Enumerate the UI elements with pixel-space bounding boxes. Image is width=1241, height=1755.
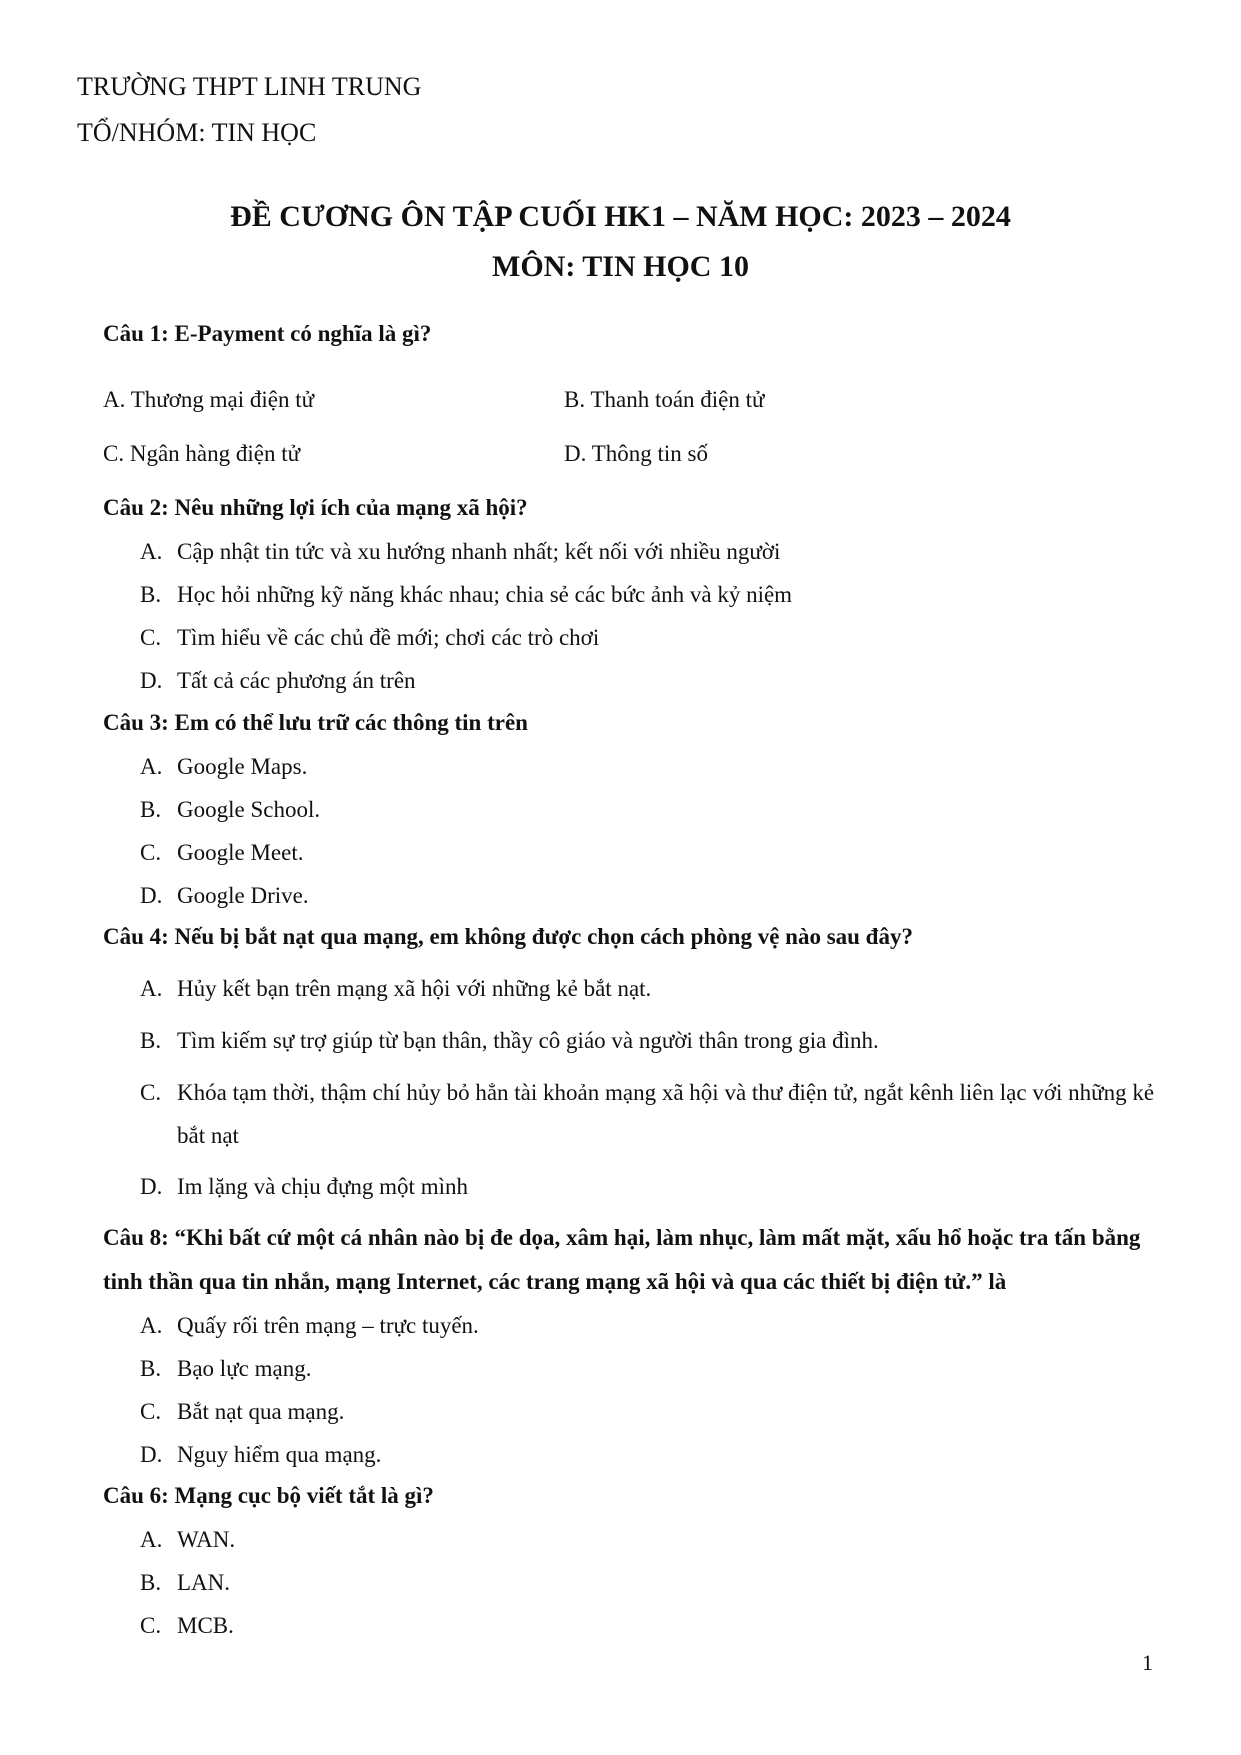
option-letter: B. <box>140 582 162 607</box>
option-letter: B. <box>140 1028 162 1053</box>
q2-option-d <box>140 659 1170 702</box>
q6-options <box>140 1518 1170 1647</box>
document-title: ĐỀ CƯƠNG ÔN TẬP CUỐI HK1 – NĂM HỌC: 2023 – 2024 <box>230 200 1011 233</box>
q2-option-b <box>140 573 1170 616</box>
option-text: MCB. <box>177 1613 234 1638</box>
question-2: Câu 2: Nêu những lợi ích của mạng xã hội? <box>103 495 528 520</box>
q8-option-c <box>140 1390 1170 1433</box>
option-letter: A. <box>140 1527 163 1552</box>
q1-option-c <box>103 432 300 475</box>
option-letter: C. <box>140 1399 162 1424</box>
option-letter: D. <box>140 883 163 908</box>
option-text: Google Maps. <box>177 754 308 779</box>
option-letter: B. <box>140 1570 162 1595</box>
option-text: Quấy rối trên mạng – trực tuyến. <box>177 1313 479 1338</box>
option-letter: D. <box>564 441 587 466</box>
q6-option-c <box>140 1604 1170 1647</box>
option-letter: C. <box>140 1080 162 1105</box>
option-letter: C. <box>103 441 125 466</box>
question-6: Câu 6: Mạng cục bộ viết tắt là gì? <box>103 1483 434 1508</box>
option-letter: D. <box>140 1442 163 1467</box>
option-text: Bạo lực mạng. <box>177 1356 312 1381</box>
q4-option-d <box>140 1157 1170 1213</box>
option-text: Học hỏi những kỹ năng khác nhau; chia sẻ các bức ảnh và kỷ niệm <box>177 582 793 607</box>
option-text: Google School. <box>177 797 321 822</box>
option-letter: A. <box>140 754 163 779</box>
option-text: Google Drive. <box>177 883 309 908</box>
q8-options <box>140 1304 1170 1476</box>
option-letter: C. <box>140 625 162 650</box>
option-text: Nguy hiểm qua mạng. <box>177 1442 382 1467</box>
q4-option-c <box>140 1067 1170 1157</box>
option-letter: A. <box>140 1313 163 1338</box>
q2-option-c <box>140 616 1170 659</box>
option-text: Thông tin số <box>591 441 708 466</box>
option-letter: D. <box>140 1174 163 1199</box>
option-text: Tất cả các phương án trên <box>177 668 416 693</box>
option-letter: A. <box>140 539 163 564</box>
q1-option-d <box>564 432 708 475</box>
question-8: Câu 8: “Khi bất cứ một cá nhân nào bị đe dọa, xâm hại, làm nhục, làm mất mặt, xấu hổ hoặc tra tấn bằng tinh thần qua tin nhắn, mạng Internet, các trang mạng xã hội và qua các thiết bị điện tử.” là <box>103 1225 1141 1294</box>
q8-option-b <box>140 1347 1170 1390</box>
q6-option-b <box>140 1561 1170 1604</box>
option-letter: A. <box>140 976 163 1001</box>
school-name: TRƯỜNG THPT LINH TRUNG <box>77 72 422 101</box>
option-text: Bắt nạt qua mạng. <box>177 1399 345 1424</box>
q1-option-b <box>564 378 765 421</box>
option-text: Thanh toán điện tử <box>590 387 765 412</box>
q4-option-b <box>140 1015 1170 1067</box>
question-3: Câu 3: Em có thể lưu trữ các thông tin trên <box>103 710 528 735</box>
option-text: Tìm kiếm sự trợ giúp từ bạn thân, thầy cô giáo và người thân trong gia đình. <box>177 1028 879 1053</box>
subject-title: MÔN: TIN HỌC 10 <box>492 250 749 283</box>
q3-options <box>140 745 1170 917</box>
option-text: LAN. <box>177 1570 231 1595</box>
q3-option-a <box>140 745 1170 788</box>
option-letter: C. <box>140 1613 162 1638</box>
option-letter: B. <box>140 797 162 822</box>
q6-option-a <box>140 1518 1170 1561</box>
option-letter: C. <box>140 840 162 865</box>
q1-option-a <box>103 378 314 421</box>
q3-option-c <box>140 831 1170 874</box>
option-letter: D. <box>140 668 163 693</box>
q2-option-a <box>140 530 1170 573</box>
option-text: Khóa tạm thời, thậm chí hủy bỏ hẳn tài khoản mạng xã hội và thư điện tử, ngắt kênh liên lạc với những kẻ bắt nạt <box>177 1080 1155 1148</box>
q3-option-b <box>140 788 1170 831</box>
group-name: TỔ/NHÓM: TIN HỌC <box>77 118 317 147</box>
q3-option-d <box>140 874 1170 917</box>
option-letter: B. <box>564 387 586 412</box>
option-text: Google Meet. <box>177 840 304 865</box>
option-text: Thương mại điện tử <box>130 387 315 412</box>
question-4: Câu 4: Nếu bị bắt nạt qua mạng, em không được chọn cách phòng vệ nào sau đây? <box>103 924 913 949</box>
option-text: WAN. <box>177 1527 236 1552</box>
option-letter: B. <box>140 1356 162 1381</box>
option-text: Tìm hiểu về các chủ đề mới; chơi các trò chơi <box>177 625 600 650</box>
option-text: Ngân hàng điện tử <box>129 441 301 466</box>
option-text: Im lặng và chịu đựng một mình <box>177 1174 468 1199</box>
q4-options <box>140 963 1170 1213</box>
option-text: Cập nhật tin tức và xu hướng nhanh nhất; kết nối với nhiều người <box>177 539 781 564</box>
q2-options <box>140 530 1170 702</box>
option-letter: A. <box>103 387 126 412</box>
q4-option-a <box>140 963 1170 1015</box>
option-text: Hủy kết bạn trên mạng xã hội với những kẻ bắt nạt. <box>177 976 652 1001</box>
q8-option-a <box>140 1304 1170 1347</box>
q8-option-d <box>140 1433 1170 1476</box>
question-1: Câu 1: E-Payment có nghĩa là gì? <box>103 321 432 346</box>
page-number: 1 <box>1142 1650 1153 1675</box>
